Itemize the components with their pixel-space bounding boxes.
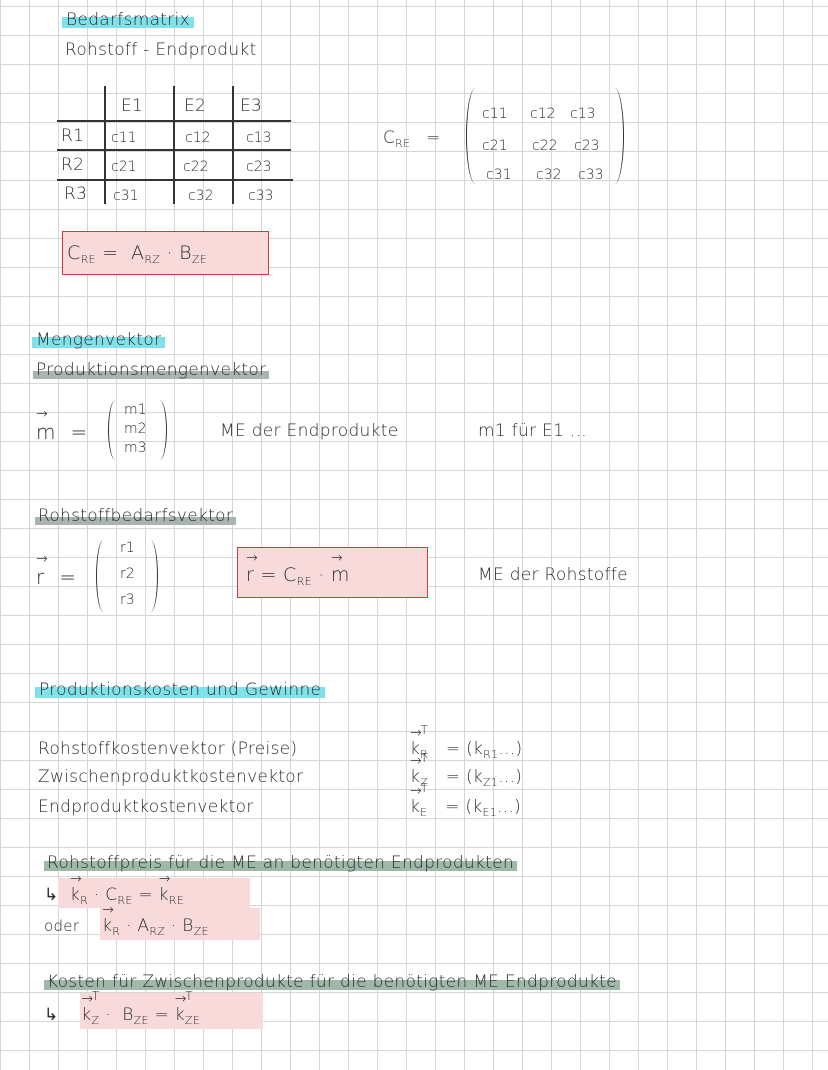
cost-vector-formula bbox=[410, 797, 521, 819]
matrix-entry: c32 bbox=[536, 167, 562, 183]
section-title-mengenvektor: Mengenvektor bbox=[32, 330, 165, 350]
subscript: R bbox=[112, 925, 121, 938]
table-cell: c31 bbox=[113, 188, 139, 204]
heading-zwischenprodukte: Kosten für Zwischenprodukte für die benötigten ME Endprodukte bbox=[44, 972, 620, 992]
rhs-end: ...) bbox=[498, 739, 523, 759]
row-label: R2 bbox=[61, 155, 85, 175]
subscript: RE bbox=[80, 253, 96, 266]
symbol: → m bbox=[331, 564, 350, 586]
symbol: A bbox=[137, 916, 150, 936]
vector-entry: m3 bbox=[124, 440, 147, 456]
column-header: E1 bbox=[121, 96, 144, 116]
note-m1-e1: m1 für E1 ... bbox=[478, 421, 588, 441]
oder-label: oder bbox=[44, 917, 80, 935]
subscript: RE bbox=[296, 575, 312, 588]
dot: · bbox=[166, 242, 173, 264]
matrix-entry: c13 bbox=[570, 106, 596, 122]
rhs: = (k bbox=[445, 797, 483, 817]
formula-kre-alt bbox=[44, 916, 209, 938]
matrix-entry: c33 bbox=[578, 167, 604, 183]
dot: · bbox=[318, 564, 325, 586]
symbol: C bbox=[105, 885, 118, 905]
subscript: R1 bbox=[483, 748, 499, 761]
symbol: B bbox=[182, 916, 194, 936]
equals: = bbox=[138, 885, 153, 905]
column-header: E2 bbox=[184, 96, 207, 116]
arrow-icon: ↳ bbox=[44, 885, 59, 905]
note-me-rohstoffe: ME der Rohstoffe bbox=[478, 565, 628, 585]
dot: · bbox=[93, 885, 100, 905]
subscript: ZE bbox=[184, 1014, 200, 1027]
formula-box-cre bbox=[62, 231, 269, 275]
dot: · bbox=[105, 1005, 111, 1025]
table-cell: c12 bbox=[185, 130, 211, 146]
symbol: → r bbox=[36, 565, 45, 589]
cost-vector-label: Zwischenproduktkostenvektor bbox=[38, 767, 304, 787]
subscript: RE bbox=[168, 894, 184, 907]
symbol: → k T bbox=[410, 797, 420, 817]
equals: = bbox=[154, 1005, 170, 1025]
symbol: C bbox=[283, 564, 297, 586]
symbol: B bbox=[179, 242, 192, 264]
subtitle-produktionsmengenvektor: Produktionsmengenvektor bbox=[33, 360, 269, 380]
rhs: = (k bbox=[445, 739, 484, 759]
arrow-icon: ↳ bbox=[44, 1005, 59, 1025]
subscript: ZE bbox=[133, 1014, 149, 1027]
subscript: Z bbox=[420, 776, 428, 789]
matrix-label bbox=[383, 128, 441, 150]
subscript: E bbox=[420, 806, 428, 819]
symbol: → k T bbox=[81, 1005, 91, 1025]
subscript: ZE bbox=[191, 253, 208, 266]
matrix-entry: c31 bbox=[486, 167, 512, 183]
m-vector-label bbox=[36, 420, 88, 444]
note-me-endprodukte: ME der Endprodukte bbox=[220, 421, 399, 441]
dot: · bbox=[170, 916, 177, 936]
rhs: = (k bbox=[445, 767, 484, 787]
cost-vector-label: Rohstoffkostenvektor (Preise) bbox=[38, 739, 298, 759]
rhs-end: ...) bbox=[497, 797, 522, 817]
subscript: E1 bbox=[482, 806, 498, 819]
table-cell: c32 bbox=[188, 188, 214, 204]
matrix-entry: c12 bbox=[530, 106, 556, 122]
row-label: R3 bbox=[64, 184, 88, 204]
subscript: R bbox=[420, 748, 429, 761]
subscript: RZ bbox=[144, 253, 161, 266]
table-cell: c22 bbox=[183, 159, 209, 175]
subscript: RE bbox=[117, 894, 133, 907]
equals: = bbox=[102, 242, 119, 264]
subscript: R bbox=[80, 894, 89, 907]
symbol: → m bbox=[36, 420, 56, 444]
vector-entry: r2 bbox=[120, 566, 135, 582]
dot: · bbox=[125, 916, 132, 936]
rhs-end: ...) bbox=[498, 767, 523, 787]
equals: = bbox=[426, 128, 441, 148]
table-cell: c23 bbox=[246, 159, 272, 175]
symbol: C bbox=[67, 242, 81, 264]
matrix-entry: c22 bbox=[532, 138, 558, 154]
equals: = bbox=[260, 564, 277, 586]
matrix-entry: c23 bbox=[574, 138, 600, 154]
column-header: E3 bbox=[240, 96, 263, 116]
vector-entry: r1 bbox=[120, 540, 135, 556]
equals: = bbox=[70, 420, 88, 444]
symbol: → k T bbox=[410, 767, 420, 787]
matrix-entry: c21 bbox=[482, 138, 508, 154]
table-cell: c13 bbox=[246, 130, 272, 146]
symbol: C bbox=[383, 128, 396, 148]
section-title-produktionskosten: Produktionskosten und Gewinne bbox=[35, 680, 325, 700]
row-label: R1 bbox=[61, 126, 85, 146]
subscript: Z bbox=[91, 1014, 100, 1027]
subscript: ZE bbox=[193, 925, 209, 938]
vector-entry: r3 bbox=[120, 592, 135, 608]
symbol: → k T bbox=[410, 739, 420, 759]
r-vector-label bbox=[36, 565, 76, 589]
section-title-bedarfsmatrix: Bedarfsmatrix bbox=[62, 10, 194, 30]
formula-kze bbox=[44, 1005, 200, 1027]
symbol: → k bbox=[159, 885, 169, 905]
symbol: → k T bbox=[175, 1005, 185, 1025]
cost-vector-label: Endproduktkostenvektor bbox=[38, 797, 254, 817]
table-cell: c33 bbox=[248, 188, 274, 204]
equals: = bbox=[59, 565, 77, 589]
symbol: B bbox=[122, 1005, 134, 1025]
subtitle-rohstoff-endprodukt: Rohstoff - Endprodukt bbox=[65, 40, 257, 60]
table-cell: c21 bbox=[111, 159, 137, 175]
formula-box-r bbox=[237, 547, 428, 598]
section-title-rohstoffbedarfsvektor: Rohstoffbedarfsvektor bbox=[35, 506, 236, 526]
subscript: RE bbox=[395, 137, 411, 150]
subscript: RZ bbox=[149, 925, 166, 938]
subscript: Z1 bbox=[483, 776, 499, 789]
heading-rohstoffpreis: Rohstoffpreis für die ME an benötigten Endprodukten bbox=[44, 853, 517, 873]
symbol: → k bbox=[70, 885, 80, 905]
vector-entry: m2 bbox=[124, 421, 147, 437]
vector-entry: m1 bbox=[124, 402, 147, 418]
table-cell: c11 bbox=[111, 130, 137, 146]
matrix-entry: c11 bbox=[482, 106, 508, 122]
symbol: → k bbox=[102, 916, 112, 936]
symbol: A bbox=[131, 242, 145, 264]
symbol: → r bbox=[246, 564, 254, 586]
